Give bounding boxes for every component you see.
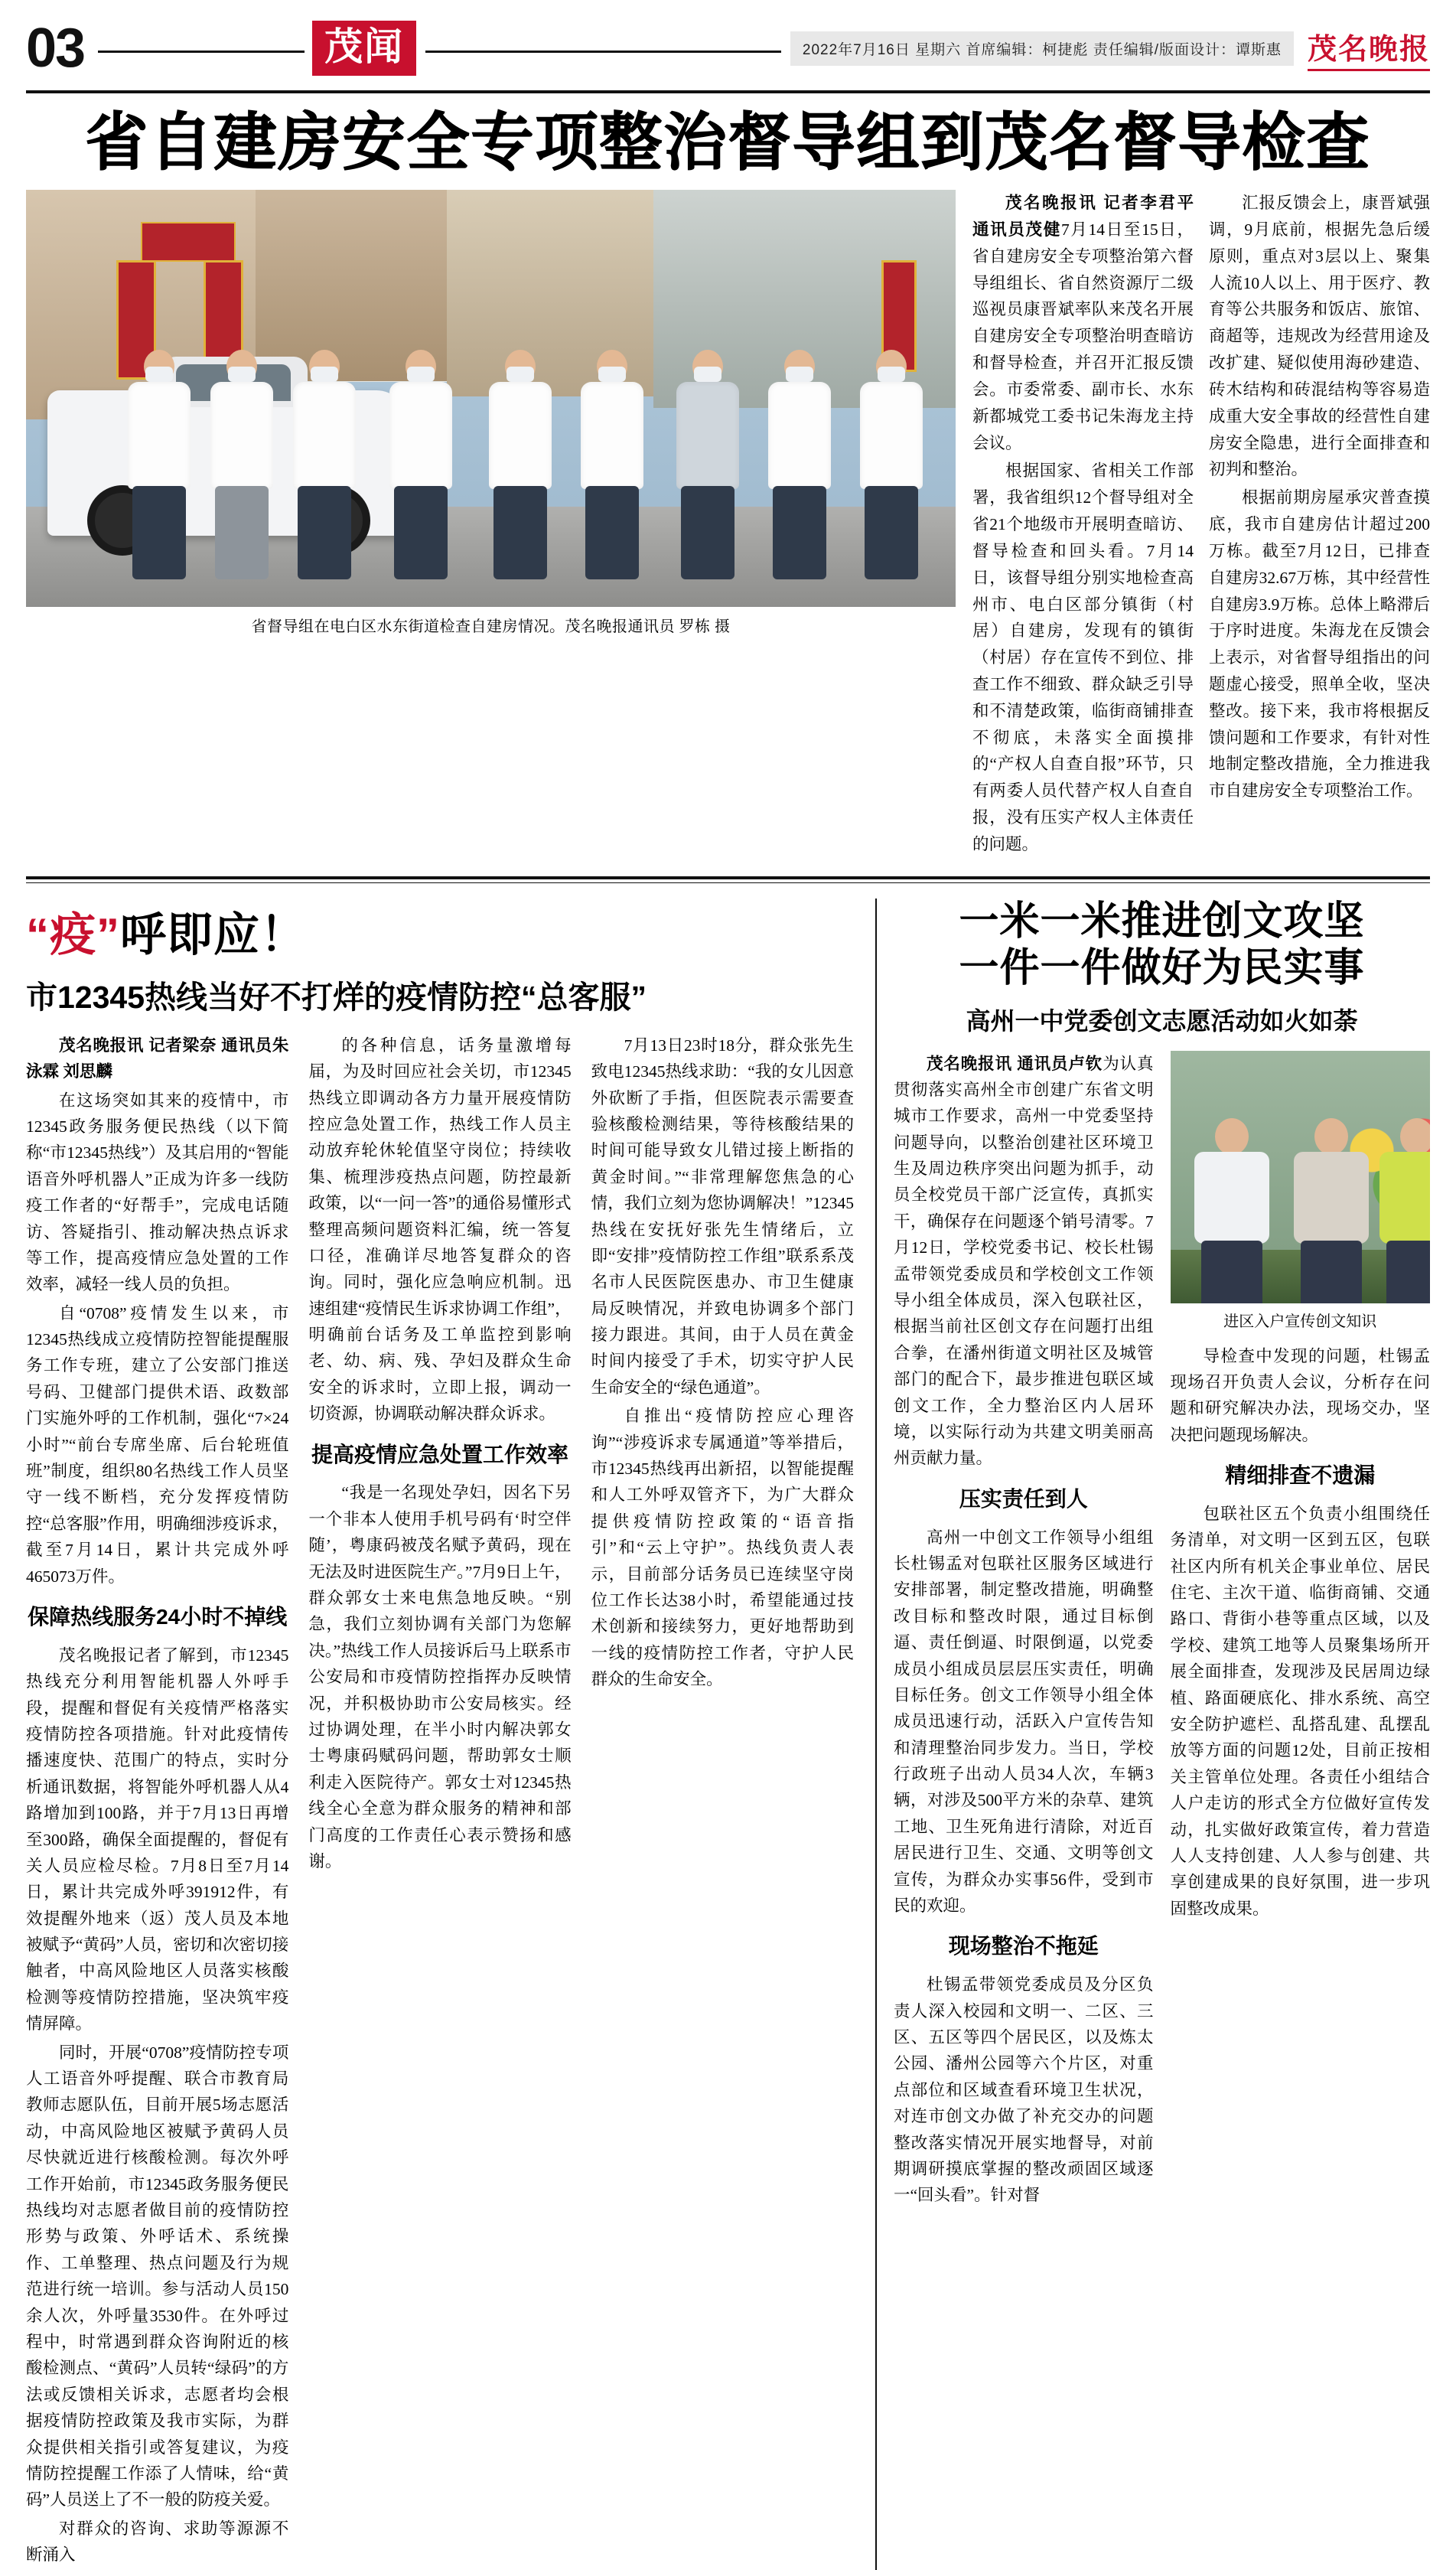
left-col-3 <box>591 1032 854 2570</box>
right-subhead-1: 压实责任到人 <box>959 1486 1088 1511</box>
right-article-columns <box>894 1051 1430 2211</box>
top-article-col-1 <box>972 190 1194 859</box>
left-article <box>26 899 875 2570</box>
photo-person-7 <box>673 350 743 579</box>
right-photo-person-2 <box>1285 1112 1377 1303</box>
right-subhead-3: 精细排查不遗漏 <box>1225 1463 1376 1488</box>
left-article-title-quote: “疫” <box>26 908 120 960</box>
right-para-2: 高州一中创文工作领导小组组长杜锡孟对包联社区服务区域进行安排部署，制定整改措施，明确整改目标和整改时限，通过目标倒逼、责任倒逼、时限倒逼，以党委成员小组成员层层压实责任，明确目标任务。创文工作领导小组全体成员迅速行动，活跃入户宣传告知和清理整治同步发力。当日，学校行政班子出动人员34人次，车辆3辆，对涉及500平方米的杂草、建筑工地、卫生死角进行清除，对近百居民进行卫生、交通、文明等创文宣传，为群众办实事56件，受到市民的欢迎。 <box>894 1528 1154 1916</box>
left-col-1 <box>26 1032 288 2570</box>
photo-person-2 <box>207 350 277 579</box>
top-article-para-3: 汇报反馈会上，康晋斌强调，9月底前，根据先急后缓原则，重点对3层以上、聚集人流10人以上、用于医疗、教育等公共服务和饭店、旅馆、商超等，违规改为经营用途及改扩建、疑似使用海砂建造、砖木结构和砖混结构等容易造成重大安全事故的经营性自建房安全隐患，进行全面排查和初判和整治。 <box>1209 194 1430 479</box>
right-para-5: 包联社区五个负责小组围绕任务清单，对文明一区到五区，包联社区内所有机关企事业单位、居民住宅、主次干道、临街商铺、交通路口、背街小巷等重点区域，以及学校、建筑工地等人员聚集场所开展全面排查，发现涉及民居周边绿植、路面硬底化、排水系统、高空安全防护遮栏、乱搭乱建、乱摆乱放等方面的问题12处，目前正按相关主管单位处理。各责任小组结合人户走访的形式全方位做好宣传发动，扎实做好政策宣传，着力营造人人支持创建、人人参与创建、共享创建成果的良好氛围，进一步巩固整改成果。 <box>1170 1504 1430 1918</box>
left-subhead-2: 提高疫情应急处置工作效率 <box>311 1442 568 1466</box>
left-para-3: 茂名晚报记者了解到，市12345热线充分利用智能机器人外呼手段，提醒和督促有关疫情严格落实疫情防控各项措施。针对此疫情传播速度快、范围广的特点，实时分析通讯数据，将智能外呼机器人从4路增加到100路，并于7月13日再增至300路，确保全面提醒的，督促有关人员应检尽检。7月8日至7月14日，累计共完成外呼391912件，有效提醒外地来（返）茂人员及本地被赋予“黄码”人员，密切和次密切接触者，中高风险地区人员落实核酸检测等疫情防控措施，坚决筑牢疫情屏障。 <box>26 1645 289 2033</box>
section-title: 茂闻 <box>312 21 416 76</box>
right-title-line-1: 一米一米推进创文攻坚 <box>959 899 1365 944</box>
section-divider-thin <box>26 882 1430 883</box>
top-section <box>26 190 1430 859</box>
right-para-4: 导检查中发现的问题，杜锡孟现场召开负责人会议，分析存在问题和研究解决办法，现场交办，坚决把问题现场解决。 <box>1170 1346 1430 1444</box>
right-photo-person-3 <box>1371 1112 1431 1303</box>
photo-person-3 <box>289 350 360 579</box>
photo-person-1 <box>124 350 194 579</box>
photo-person-5 <box>485 350 555 579</box>
left-para-7: “我是一名现处孕妇，因名下另一个非本人使用手机号码有‘时空伴随’，粤康码被茂名赋予黄码，现在无法及时进医院生产。”7月9日上午，群众郭女士来电焦急地反映。“别急，我们立刻协调有关部门为您解决。”热线工作人员接诉后马上联系市公安局和市疫情防控指挥办反映情况，并积极协助市公安局核实。经过协调处理，在半小时内解决郭女士粤康码赋码问题，帮助郭女士顺利走入医院待产。郭女士对12345热线全心全意为群众服务的精神和部门高度的工作责任心表示赞扬和感谢。 <box>308 1483 572 1870</box>
page-headline: 省自建房安全专项整治督导组到茂名督导检查 <box>85 108 1371 178</box>
photo-person-9 <box>856 350 927 579</box>
masthead-rule-left <box>98 51 305 53</box>
masthead-rule-right <box>425 51 781 53</box>
left-article-subtitle: 市12345热线当好不打烊的疫情防控“总客服” <box>26 979 647 1015</box>
left-para-2: 自“0708”疫情发生以来，市12345热线成立疫情防控智能提醒服务工作专班，建立了公安部门推送号码、卫健部门提供术语、政数部门实施外呼的工作机制，强化“7×24小时”“前台专席坐席、后台轮班值班”制度，组织80名热线工作人员坚守一线不断档，充分发挥疫情防控“总客服”作用，明确细涉疫诉求，截至7月14日，累计共完成外呼465073万件。 <box>26 1303 289 1586</box>
masthead <box>26 0 1430 86</box>
right-photo-person-1 <box>1186 1112 1278 1303</box>
right-article-title <box>894 899 1430 993</box>
left-para-5: 对群众的咨询、求助等源源不断涌入 <box>26 2519 289 2565</box>
right-article <box>894 899 1430 2570</box>
right-title-line-2: 一件一件做好为民实事 <box>959 946 1365 991</box>
top-article-para-2: 根据国家、省相关工作部署，我省组织12个督导组对全省21个地级市开展明查暗访、督导检查和回头看。7月14日，该督导组分别实地检查高州市、电白区部分镇街（村居）自建房，发现有的镇街（村居）存在宣传不到位、排查工作不细致、群众缺乏引导和不清楚政策，临街商铺排查不彻底，未落实全面摸排的“产权人自查自报”环节，只有两委人员代替产权人自查自报，没有压实产权人主体责任的问题。 <box>972 461 1194 853</box>
left-para-8: 7月13日23时18分，群众张先生致电12345热线求助：“我的女儿因意外砍断了手指，但医院表示需要查验核酸检测结果，等待核酸结果的时间可能导致女儿错过接上断指的黄金时间。”“非常理解您焦急的心情，我们立刻为您协调解决！”12345热线在安抚好张先生情绪后，立即“安排”疫情防控工作组”联系系茂名市人民医院医患办、市卫生健康局反映情况，并致电协调多个部门接力跟进。其间，由于人员在黄金时间内接受了手术，切实守护人民生命安全的“绿色通道”。 <box>591 1036 854 1397</box>
top-photo-caption: 省督导组在电白区水东街道检查自建房情况。茂名晚报通讯员 罗栋 摄 <box>251 618 731 636</box>
photo-person-6 <box>577 350 647 579</box>
right-photo <box>1171 1051 1431 1303</box>
left-article-title: “疫”呼即应！ <box>26 908 307 960</box>
left-para-4: 同时，开展“0708”疫情防控专项人工语音外呼提醒、联合市教育局教师志愿队伍，目前开展5场志愿活动，中高风险地区被赋予黄码人员尽快就近进行核酸检测。每次外呼工作开始前，市12345政务服务便民热线均对志愿者做目前的疫情防控形势与政策、外呼话术、系统操作、工单整理、热点问题及行为规范进行统一培训。参与活动人员150余人次，外呼量3530件。在外呼过程中，时常遇到群众咨询附近的核酸检测点、“黄码”人员转“绿码”的方法或反馈相关诉求，志愿者均会根据疫情防控政策及我市实际，为群众提供相关指引或答复建议，为疫情防控提醒工作添了人情味，给“黄码”人员送上了不一般的防疫关爱。 <box>26 2043 289 2510</box>
top-article-byline: 茂名晚报讯 记者李君平 通讯员茂健7月14日至15日，省自建房安全专项整治第六督导组组长、省自然资源厅二级巡视员康晋斌率队来茂名开展自建房安全专项整治明查暗访和督导检查，并召开汇报反馈会。市委常委、副市长、水东新都城党工委书记朱海龙主持会议。 <box>972 194 1194 452</box>
right-subhead-2: 现场整治不拖延 <box>948 1934 1099 1958</box>
photo-person-4 <box>386 350 456 579</box>
right-byline: 茂名晚报讯 通讯员卢钦为认真贯彻落实高州全市创建广东省文明城市工作要求，高州一中党委坚持问题导向，以整治创建社区环境卫生及周边秩序突出问题为抓手，动员全校党员干部广泛宣传，真抓实干，确保存在问题逐个销号清零。7月12日，学校党委书记、校长杜锡孟带领党委成员和学校创文工作领导小组全体成员，深入包联社区，根据当前社区创文存在问题打出组合拳，在潘州街道文明社区及城管部门的配合下，最步推进包联区域创文工作，全力整治区内人居环境，以实际行动为共建文明美丽高州贡献力量。 <box>894 1054 1154 1468</box>
top-photo-block <box>26 190 956 859</box>
left-para-6: 的各种信息，话务量激增每届，为及时回应社会关切，市12345热线立即调动各方力量开展疫情防控应急处置工作，热线工作人员主动放弃轮休轮值坚守岗位；持续收集、梳理涉疫热点问题，防控最新政策，以“一问一答”的通俗易懂形式整理高频问题资料汇编，统一答复口径，准确详尽地答复群众的咨询。同时，强化应急响应机制。迅速组建“疫情民生诉求协调工作组”，明确前台话务及工单监控到影响老、幼、病、残、孕妇及群众生命安全的诉求时，立即上报，调动一切资源，协调联动解决群众诉求。 <box>308 1036 572 1424</box>
left-col-2 <box>308 1032 571 2570</box>
top-photo <box>26 190 956 607</box>
top-article-col-2 <box>1209 190 1430 859</box>
section-divider-thick <box>26 876 1430 879</box>
left-para-9: 自推出“疫情防控应心理咨询”“涉疫诉求专属通道”等举措后，市12345热线再出新招，以智能提醒和人工外呼双管齐下，为广大群众提供疫情防控政策的“语音指引”和“云上守护”。热线负责人表示，目前部分话务员已连续坚守岗位工作长达38小时，希望能通过技术创新和接续努力，更好地帮助到一线的疫情防控工作者，守护人民群众的生命安全。 <box>591 1407 854 1689</box>
photo-shop-sign <box>141 222 236 262</box>
lower-vertical-rule <box>875 899 877 2570</box>
top-article <box>972 190 1430 859</box>
right-photo-caption: 进区入户宣传创文知识 <box>1223 1313 1377 1330</box>
left-para-1: 在这场突如其来的疫情中，市12345政务服务便民热线（以下简称“市12345热线”）及其启用的“智能语音外呼机器人”正成为许多一线防疫工作者的“好帮手”，完成电话随访、答疑指引、推动解决热点诉求等工作，提高疫情应急处置的工作效率，减轻一线人员的负担。 <box>26 1091 289 1294</box>
paper-logo: 茂名晚报 <box>1308 25 1430 71</box>
top-article-para-4: 根据前期房屋承灾普查摸底，我市自建房估计超过200万栋。截至7月12日，已排查自建房32.67万栋，其中经营性自建房3.9万栋。总体上略滞后于序时进度。朱海龙在反馈会上表示，对省督导组指出的问题虚心接受，照单全收，坚决整改。接下来，我市将根据反馈问题和工作要求，有针对性地制定整改措施，全力推进我市自建房安全专项整治工作。 <box>1209 488 1430 801</box>
left-article-columns <box>26 1032 855 2570</box>
left-subhead-1: 保障热线服务24小时不掉线 <box>28 1605 288 1629</box>
page-folio: 03 <box>26 18 85 79</box>
right-col-2 <box>1171 1051 1431 2211</box>
masthead-meta: 2022年7月16日 星期六 首席编辑：柯捷彪 责任编辑/版面设计：谭斯惠 <box>790 31 1294 66</box>
lower-section <box>26 899 1430 2570</box>
photo-person-8 <box>764 350 835 579</box>
right-col-1 <box>894 1051 1154 2211</box>
masthead-bottom-rule <box>26 90 1430 93</box>
right-article-subtitle: 高州一中党委创文志愿活动如火如荼 <box>966 1006 1358 1035</box>
right-para-3: 杜锡孟带领党委成员及分区负责人深入校园和文明一、二区、三区、五区等四个居民区，以及炼太公园、潘州公园等六个片区，对重点部位和区域查看环境卫生状况，对连市创文办做了补充交办的问题整改落实情况开展实地督导，对前期调研摸底掌握的整改顽固区域逐一“回头看”。针对督 <box>894 1975 1154 2205</box>
left-byline: 茂名晚报讯 记者梁奈 通讯员朱泳霖 刘思麟 <box>26 1036 289 1081</box>
